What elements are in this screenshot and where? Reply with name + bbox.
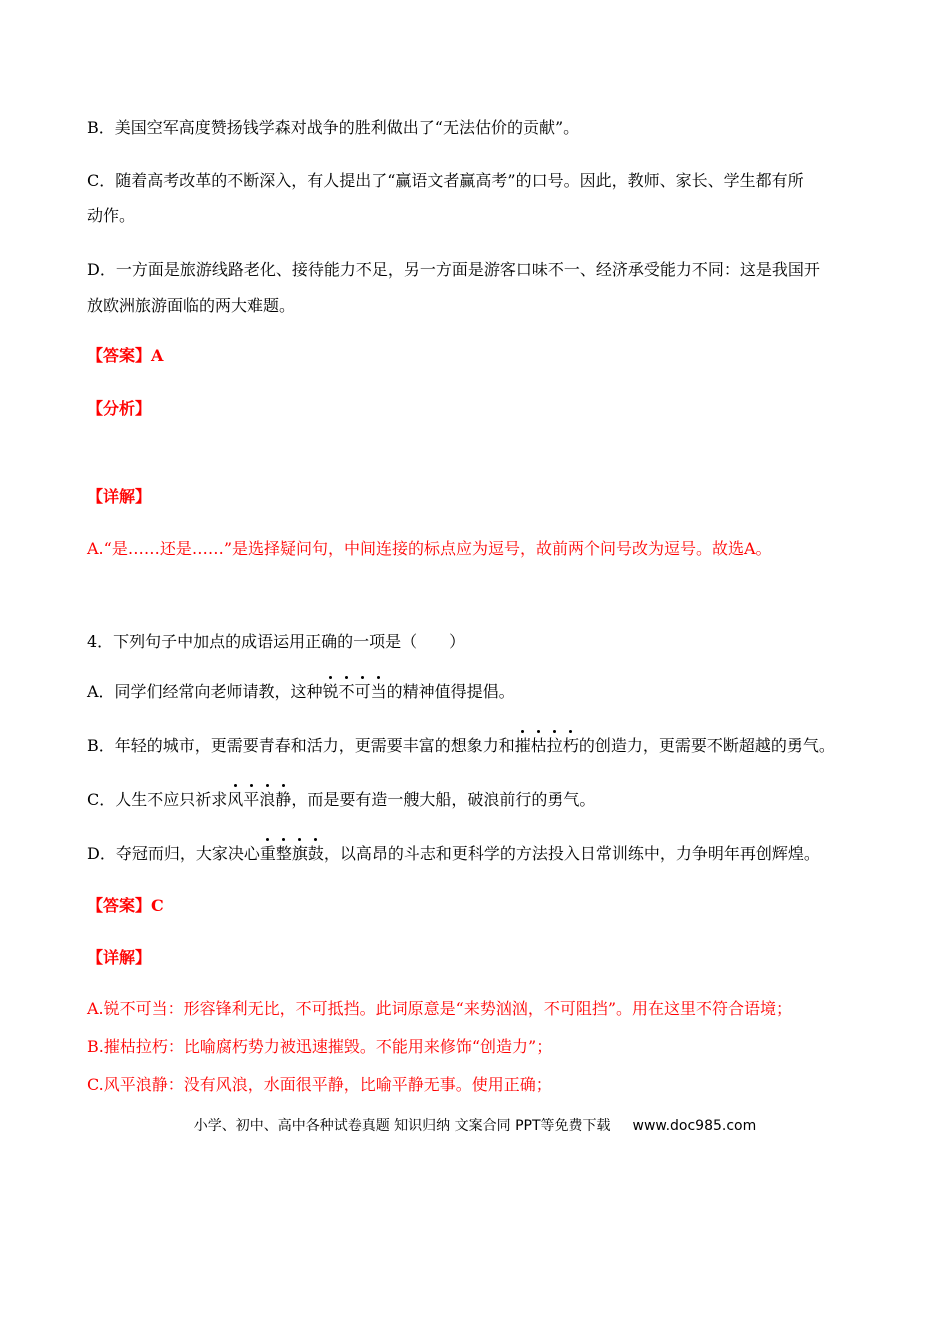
footer-url[interactable]: www.doc985.com (632, 1118, 757, 1134)
q4-option-d (87, 844, 820, 864)
q4-option-c (87, 790, 595, 810)
emphasis-char: 鼓 (307, 844, 324, 863)
option-c-before: C．人生不应只祈求 (87, 790, 228, 809)
emphasis-char: 枯 (530, 736, 547, 755)
emphasis-char: 平 (243, 790, 260, 809)
emphasis-char: 拉 (546, 736, 563, 755)
q3-option-d-line2: 放欧洲旅游面临的两大难题。 (87, 296, 296, 315)
emphasis-char: 不 (338, 682, 355, 701)
emphasis-char: 当 (370, 682, 387, 701)
q3-analysis-label: 【分析】 (87, 399, 152, 418)
footer-text: 小学、初中、高中各种试卷真题 知识归纳 文案合同 PPT等免费下载 (193, 1118, 611, 1134)
option-d-after: ，以高昂的斗志和更科学的方法投入日常训练中，力争明年再创辉煌。 (323, 844, 820, 863)
q4-answer: 【答案】C (87, 896, 164, 915)
q4-stem: 4．下列句子中加点的成语运用正确的一项是（ ） (87, 632, 466, 651)
q4-option-a (87, 682, 515, 702)
emphasis-char: 浪 (259, 790, 276, 809)
q4-detail-a: A.锐不可当：形容锋利无比，不可抵挡。此词原意是“来势汹汹，不可阻挡”。用在这里不符合语境； (87, 999, 793, 1018)
page-footer (0, 1116, 950, 1136)
option-c-after: ，而是要有造一艘大船，破浪前行的勇气。 (291, 790, 596, 809)
emphasis-char: 重 (259, 844, 276, 863)
option-b-before: B．年轻的城市，更需要青春和活力，更需要丰富的想象力和 (87, 736, 515, 755)
emphasis-char: 锐 (322, 682, 339, 701)
q3-answer: 【答案】A (87, 346, 164, 365)
option-a-after: 的精神值得提倡。 (386, 682, 515, 701)
emphasis-char: 朽 (562, 736, 579, 755)
emphasis-char: 摧 (514, 736, 531, 755)
option-d-before: D．夺冠而归，大家决心 (87, 844, 260, 863)
q3-option-c-line2: 动作。 (87, 206, 136, 225)
q3-option-b: B．美国空军高度赞扬钱学森对战争的胜利做出了“无法估价的贡献”。 (87, 118, 580, 137)
emphasis-char: 静 (275, 790, 292, 809)
q4-detail-b: B.摧枯拉朽：比喻腐朽势力被迅速摧毁。不能用来修饰“创造力”； (87, 1037, 553, 1056)
q4-option-b (87, 736, 835, 756)
emphasis-char: 旗 (291, 844, 308, 863)
emphasis-char: 整 (275, 844, 292, 863)
q3-option-d-line1: D．一方面是旅游线路老化、接待能力不足，另一方面是游客口味不一、经济承受能力不同：这是我国开 (87, 260, 820, 279)
q4-detail-label: 【详解】 (87, 948, 152, 967)
q3-detail-label: 【详解】 (87, 487, 152, 506)
emphasis-char: 风 (227, 790, 244, 809)
q4-detail-c: C.风平浪静：没有风浪，水面很平静，比喻平静无事。使用正确； (87, 1075, 552, 1094)
emphasis-char: 可 (354, 682, 371, 701)
option-a-before: A．同学们经常向老师请教，这种 (87, 682, 323, 701)
q3-detail-text: A.“是……还是……”是选择疑问句，中间连接的标点应为逗号，故前两个问号改为逗号。故选A。 (87, 539, 772, 558)
option-b-after: 的创造力，更需要不断超越的勇气。 (578, 736, 835, 755)
q3-option-c-line1: C．随着高考改革的不断深入，有人提出了“赢语文者赢高考”的口号。因此，教师、家长、学生都有所 (87, 171, 804, 190)
